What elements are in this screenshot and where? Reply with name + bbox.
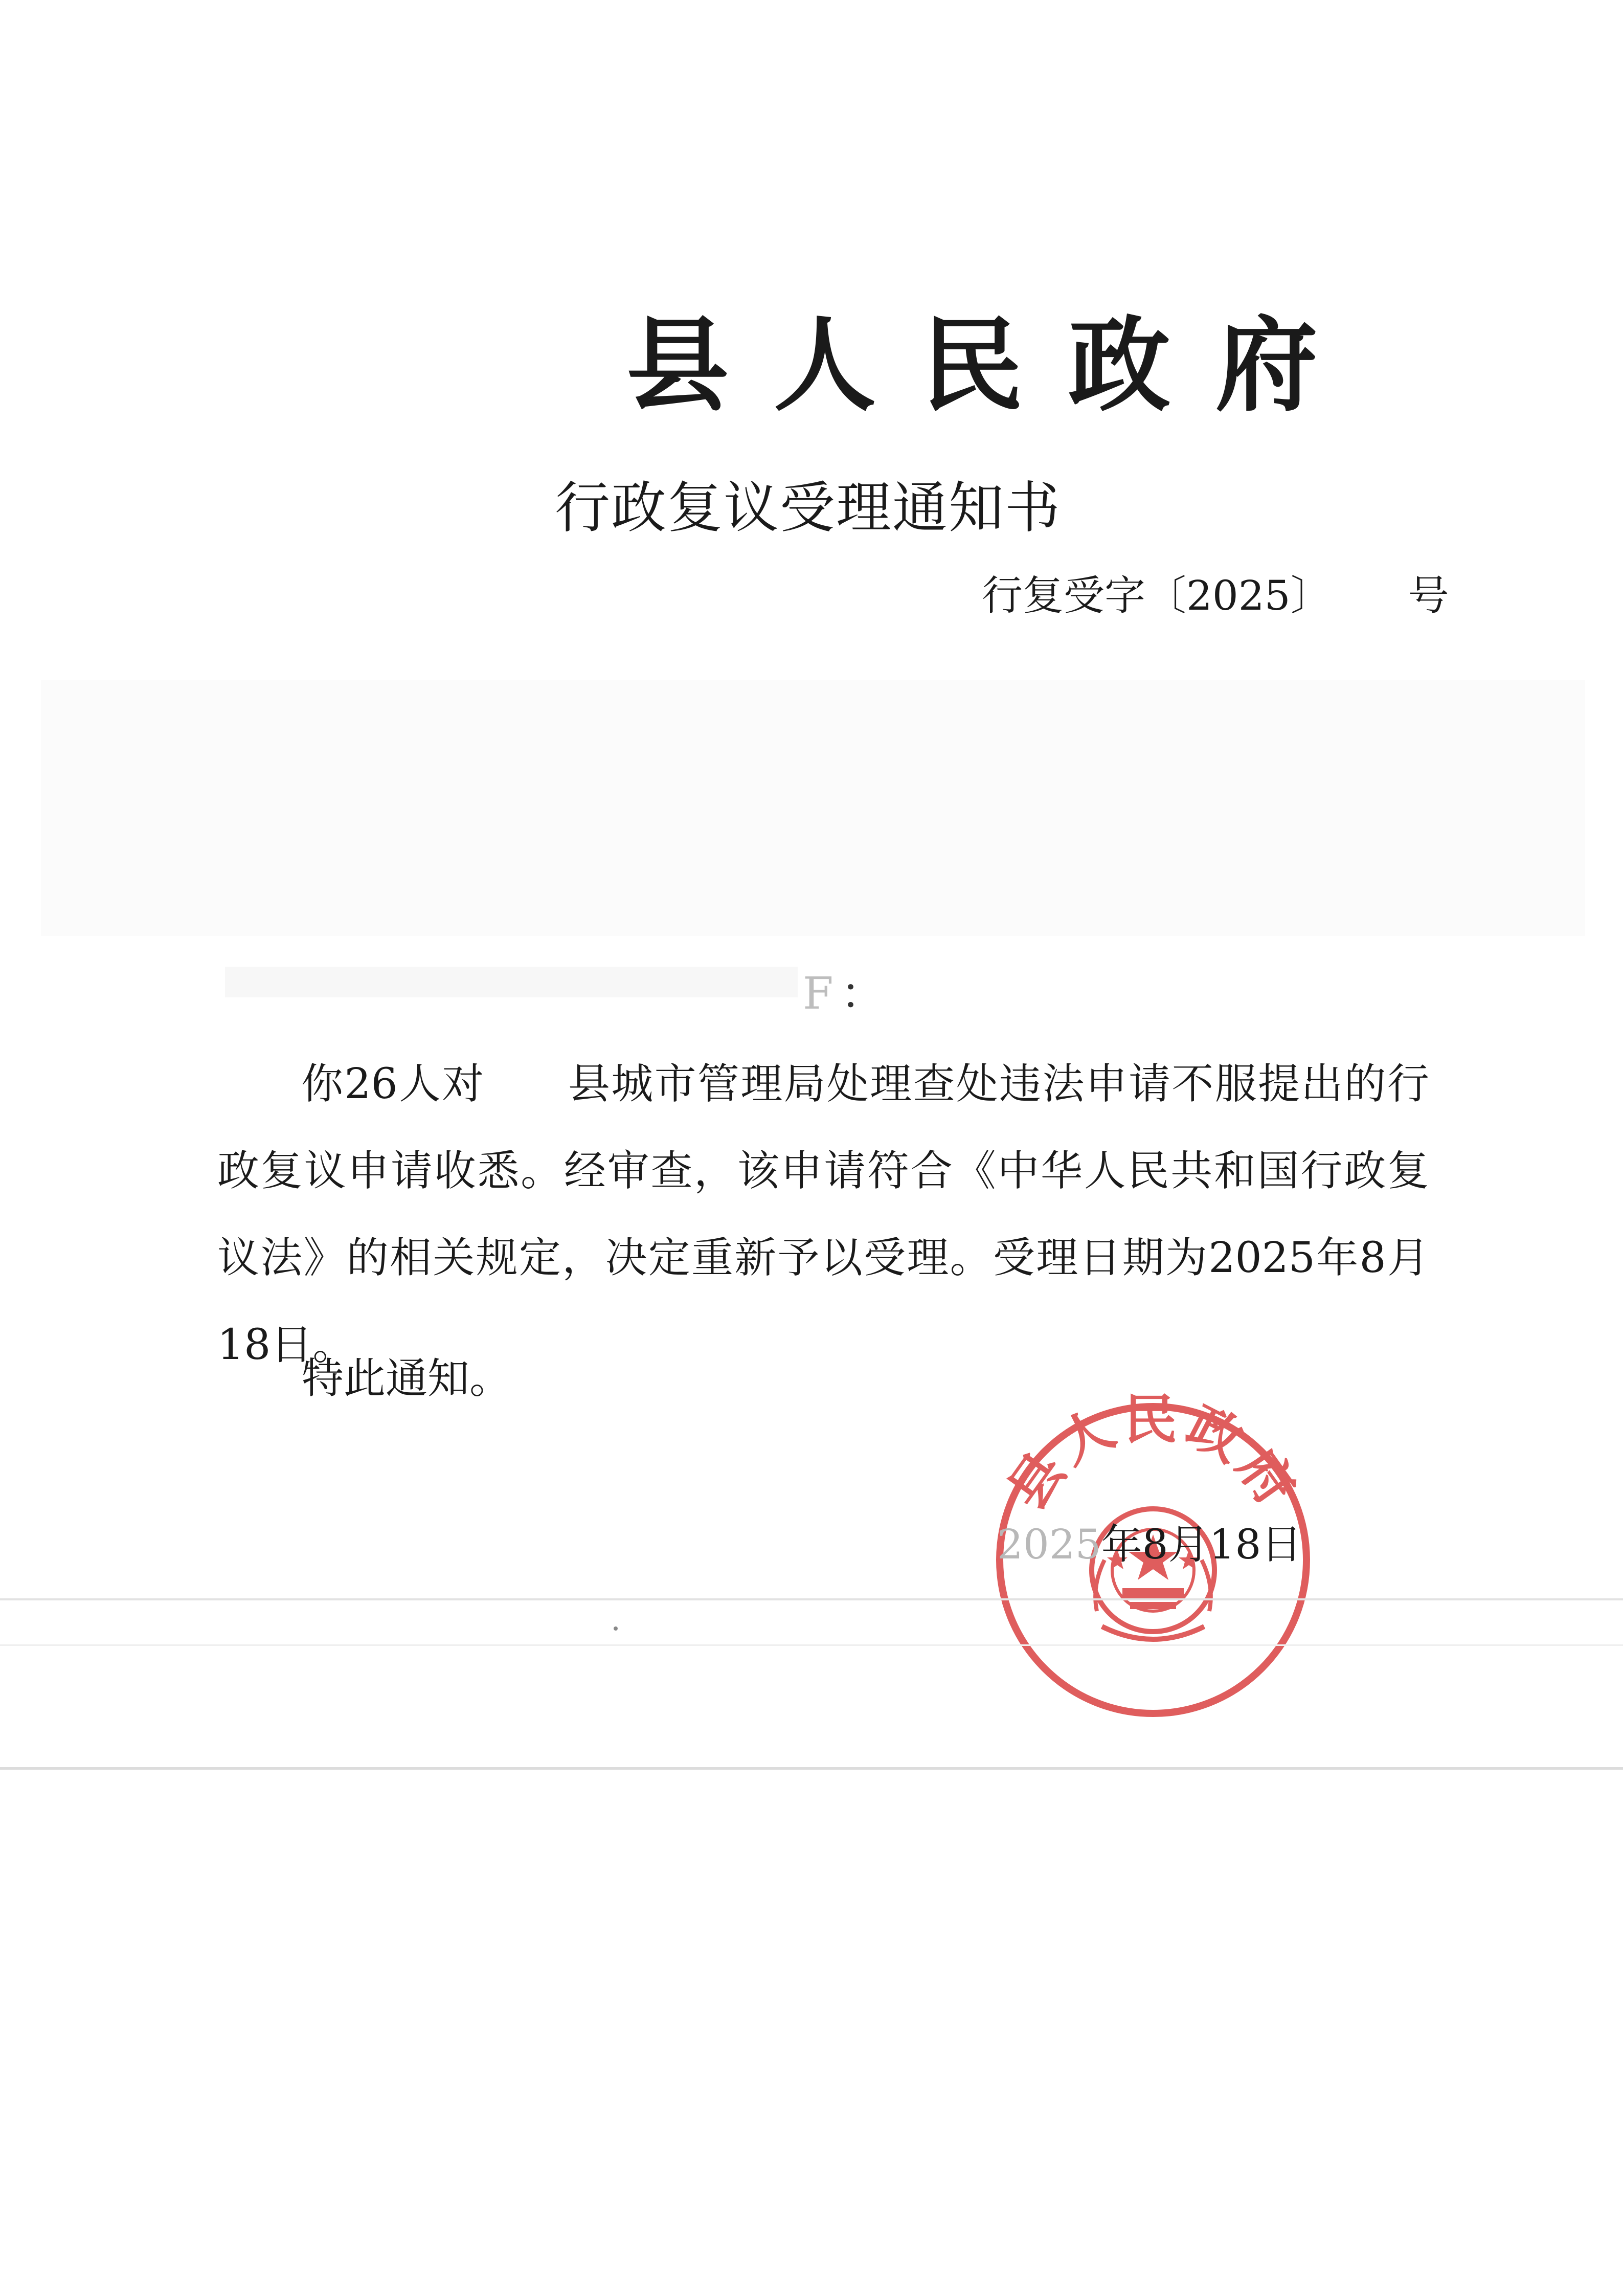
- redacted-area: [41, 680, 1585, 936]
- body-text-part2: 县城市管理局处理查处违法申请不服提出的行政复议申请收悉。经审查，该申请符合《中华人民共和国行政复议法》的相关规定，决定重新予以受理。受理日期为2025年8月18日。: [217, 1060, 1429, 1369]
- scan-dot: [614, 1626, 618, 1631]
- recipient-partial-char: F: [803, 968, 833, 1019]
- scan-line-faint: [0, 1644, 1623, 1646]
- scan-line-bottom: [0, 1767, 1623, 1770]
- seal-text: [996, 1388, 1311, 1520]
- signature-date: [997, 1521, 1302, 1568]
- body-paragraph: [217, 1041, 1429, 1389]
- recipient-salutation: [803, 968, 885, 1019]
- document-number: [982, 572, 1449, 619]
- scan-line-top: [0, 1598, 1623, 1600]
- closing-text: 特此通知。: [302, 1354, 512, 1403]
- document-number-prefix: 行复受字〔2025〕: [982, 572, 1332, 619]
- document-title: 行政复议受理通知书: [555, 476, 1062, 540]
- recipient-colon: ：: [840, 968, 885, 1019]
- seal-text-path: 县人民政府: [995, 1388, 1311, 1521]
- agency-title: 县人民政府: [626, 305, 1363, 426]
- body-text-part1: 你26人对: [301, 1060, 485, 1108]
- signature-date-rest: 年8月18日: [1101, 1521, 1302, 1568]
- redacted-recipient: [225, 967, 798, 997]
- signature-date-year: 2025: [997, 1521, 1101, 1568]
- document-number-suffix: 号: [1408, 572, 1449, 619]
